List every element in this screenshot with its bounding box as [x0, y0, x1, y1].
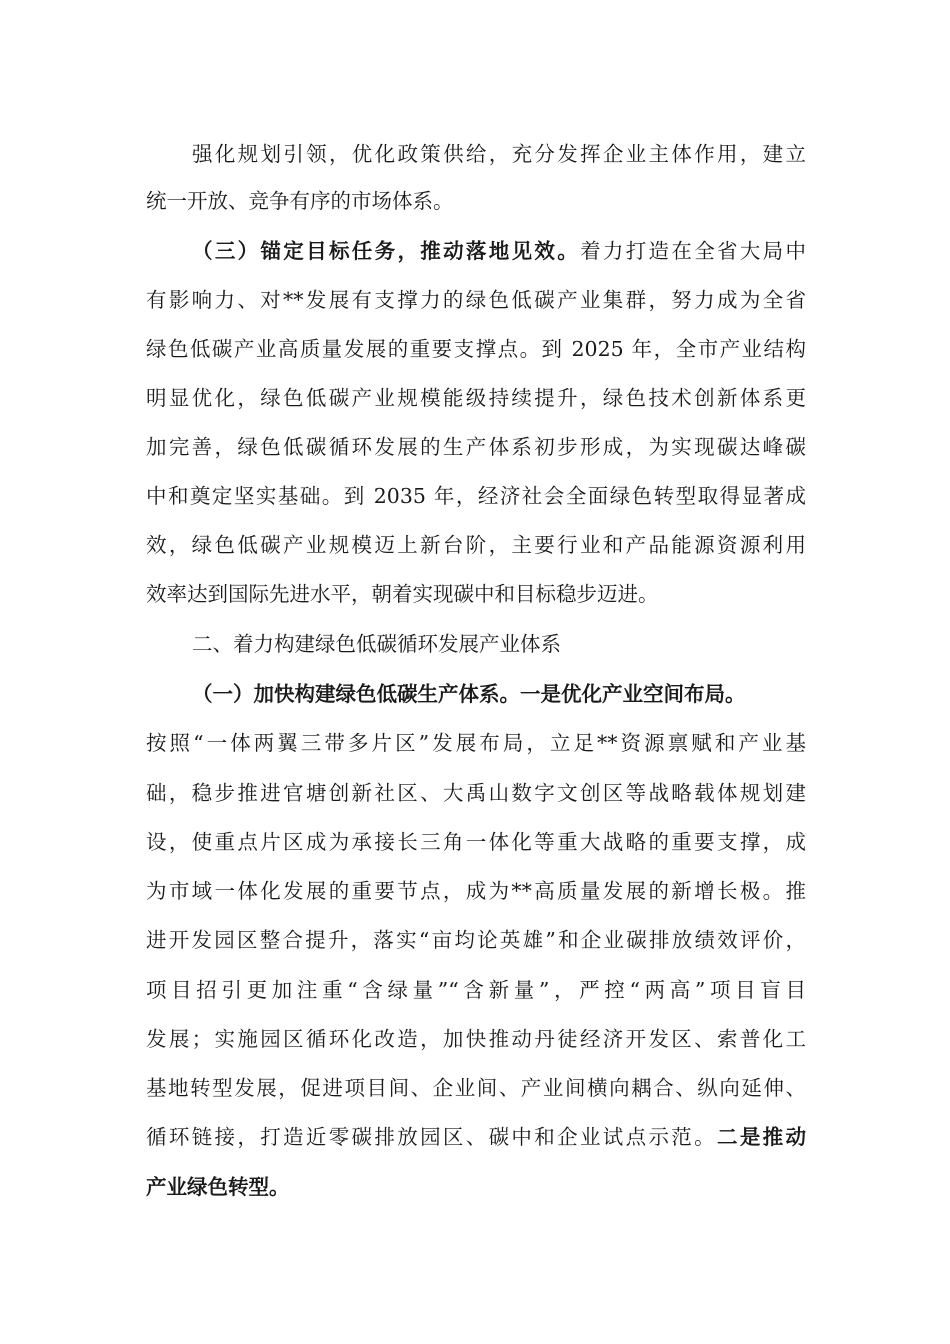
line-text: 进开发园区整合提升，落实“亩均论英雄”和企业碳排放绩效评价， [146, 928, 806, 952]
paragraph-line [146, 280, 806, 320]
section-heading-bold: （一）加快构建绿色低碳生产体系。一是优化产业空间布局。 [192, 682, 746, 706]
line-text: 强化规划引领，优化政策供给，充分发挥企业主体作用，建立 [192, 142, 806, 166]
subheading-bold: 二是推动 [716, 1125, 807, 1149]
line-text: 为市域一体化发展的重要节点，成为**高质量发展的新增长极。推 [146, 879, 806, 903]
line-text: 绿色低碳产业高质量发展的重要支撑点。到 2025 年，全市产业结构 [146, 337, 806, 361]
line-text: 基地转型发展，促进项目间、企业间、产业间横向耦合、纵向延伸、 [146, 1076, 806, 1100]
paragraph-line [192, 134, 806, 174]
paragraph-line [146, 1068, 806, 1108]
line-text: 按照“一体两翼三带多片区”发展布局，立足**资源禀赋和产业基 [146, 731, 806, 755]
line-text: 中和奠定坚实基础。到 2035 年，经济社会全面绿色转型取得显著成 [146, 484, 806, 508]
paragraph-line [146, 970, 806, 1010]
line-text: 效，绿色低碳产业规模迈上新台阶，主要行业和产品能源资源利用 [146, 533, 806, 557]
section-heading-line [192, 231, 806, 271]
paragraph-line [146, 329, 806, 369]
paragraph-line [146, 723, 806, 763]
line-text: 设，使重点片区成为承接长三角一体化等重大战略的重要支撑，成 [146, 830, 806, 854]
paragraph-line [146, 1019, 806, 1059]
line-text: 统一开放、竞争有序的市场体系。 [146, 189, 454, 213]
paragraph-line [146, 1167, 806, 1207]
line-text: 循环链接，打造近零碳排放园区、碳中和企业试点示范。 [146, 1125, 717, 1149]
paragraph-line [146, 427, 806, 467]
paragraph-line [146, 920, 806, 960]
section-heading-bold: （三）锚定目标任务，推动落地见效。 [192, 239, 581, 263]
paragraph-line [146, 525, 806, 565]
paragraph-line [146, 773, 806, 813]
line-text: 有影响力、对**发展有支撑力的绿色低碳产业集群，努力成为全省 [146, 288, 806, 312]
paragraph-line [146, 378, 806, 418]
line-text: 础，稳步推进官塘创新社区、大禹山数字文创区等战略载体规划建 [146, 781, 806, 805]
line-text: 加完善，绿色低碳循环发展的生产体系初步形成，为实现碳达峰碳 [146, 435, 806, 459]
line-text: 着力打造在全省大局中 [580, 239, 807, 263]
paragraph-line [146, 181, 806, 221]
paragraph-line [146, 476, 806, 516]
line-text: 发展；实施园区循环化改造，加快推动丹徒经济开发区、索普化工 [146, 1027, 806, 1051]
paragraph-line [146, 822, 806, 862]
subheading-bold: 产业绿色转型。 [146, 1175, 290, 1199]
chapter-heading [192, 624, 806, 664]
line-text: 效率达到国际先进水平，朝着实现碳中和目标稳步迈进。 [146, 582, 659, 606]
line-text: 项目招引更加注重“含绿量”“含新量”，严控“两高”项目盲目 [146, 978, 806, 1002]
paragraph-line [146, 1117, 806, 1157]
line-text: 明显优化，绿色低碳产业规模能级持续提升，绿色技术创新体系更 [146, 386, 806, 410]
section-heading-line [192, 674, 806, 714]
chapter-heading-text: 二、着力构建绿色低碳循环发展产业体系 [192, 632, 561, 656]
paragraph-line [146, 871, 806, 911]
paragraph-line [146, 574, 806, 614]
